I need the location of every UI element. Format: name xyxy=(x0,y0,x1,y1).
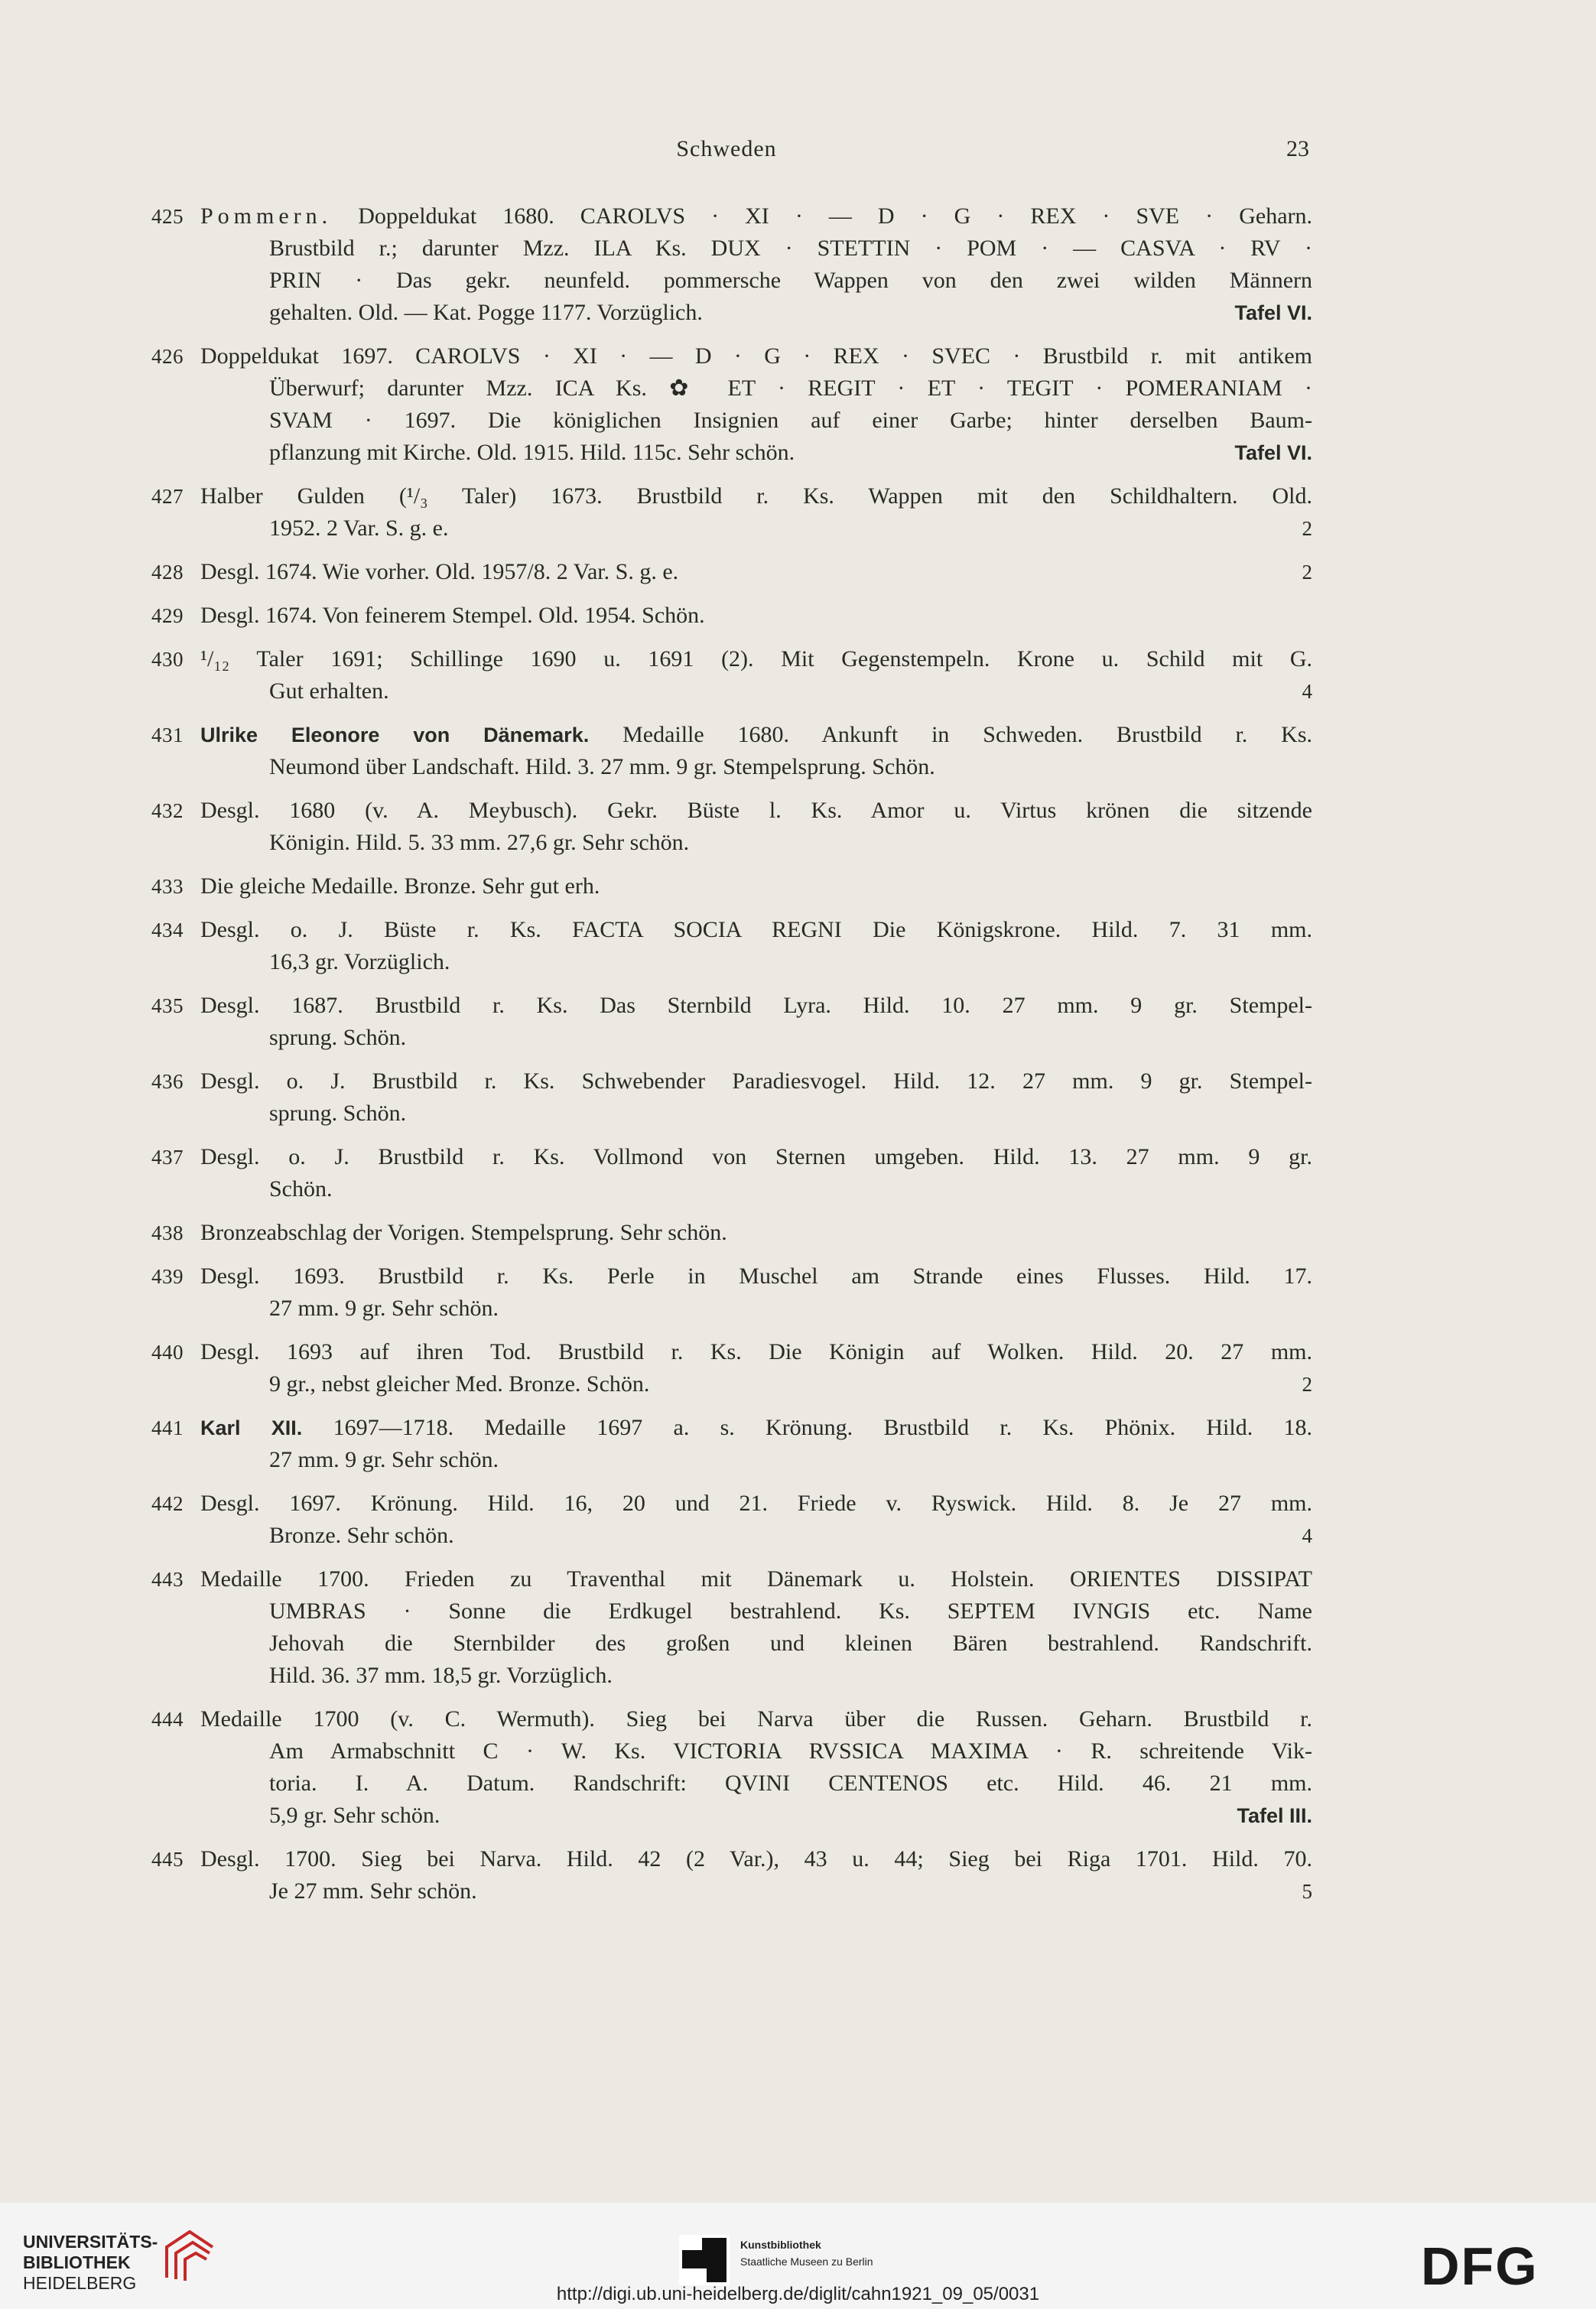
kunstbibliothek-label xyxy=(740,2236,873,2270)
entry-number: 442 xyxy=(151,1492,184,1515)
entry-line: 16,3 gr. Vorzüglich. xyxy=(269,949,450,974)
entry-line-text: gehalten. Old. — Kat. Pogge 1177. Vorzüglich. xyxy=(269,300,703,325)
catalog-entry xyxy=(151,719,1312,783)
entry-line-text: Desgl. 1674. Wie vorher. Old. 1957/8. 2 Var. S. g. e. xyxy=(200,559,679,584)
entry-line: Desgl. o. J. Brustbild r. Ks. Vollmond von Sternen umgeben. Hild. 13. 27 mm. 9 gr. xyxy=(200,1144,1312,1169)
entry-line xyxy=(200,719,1312,751)
entry-text xyxy=(200,1488,1312,1552)
entry-number: 425 xyxy=(151,205,184,228)
page-title: Schweden xyxy=(676,136,777,161)
kb-institution: Staatliche Museen zu Berlin xyxy=(740,2255,873,2268)
lot-count: 4 xyxy=(1302,680,1312,703)
entry-line: Brustbild r.; darunter Mzz. ILA Ks. DUX · STETTIN · POM · — CASVA · RV · xyxy=(269,236,1312,261)
catalog-entry xyxy=(151,1488,1312,1552)
catalog-entry xyxy=(151,1260,1312,1325)
ub-line-2: BIBLIOTHEK xyxy=(23,2252,131,2272)
catalog-entry xyxy=(151,556,1312,588)
entry-text xyxy=(200,914,1312,978)
entry-line xyxy=(200,200,1312,233)
entry-line: toria. I. A. Datum. Randschrift: QVINI CENTENOS etc. Hild. 46. 21 mm. xyxy=(269,1771,1312,1796)
entry-line: Königin. Hild. 5. 33 mm. 27,6 gr. Sehr schön. xyxy=(269,830,690,855)
catalog-entry xyxy=(151,795,1312,859)
catalog-entry xyxy=(151,1065,1312,1130)
entry-line: Die gleiche Medaille. Bronze. Sehr gut erh. xyxy=(200,873,600,899)
entry-text xyxy=(200,990,1312,1054)
kb-name: Kunstbibliothek xyxy=(740,2239,821,2251)
entry-line-text: Medaille 1680. Ankunft in Schweden. Brustbild r. Ks. xyxy=(589,722,1312,747)
catalog-entry xyxy=(151,600,1312,632)
entry-line-text: 5,9 gr. Sehr schön. xyxy=(269,1803,440,1828)
entry-line: sprung. Schön. xyxy=(269,1025,407,1050)
lot-count: 2 xyxy=(1302,517,1312,540)
entry-line-text: Doppeldukat 1680. CAROLVS · XI · — D · G · REX · SVE · Geharn. xyxy=(332,203,1312,229)
catalog-entry xyxy=(151,200,1312,329)
digitization-footer xyxy=(0,2203,1596,2309)
entry-line: Desgl. o. J. Büste r. Ks. FACTA SOCIA REGNI Die Königskrone. Hild. 7. 31 mm. xyxy=(200,917,1312,942)
lot-count: 5 xyxy=(1302,1880,1312,1903)
entry-line: Halber Gulden (¹/₃ Taler) 1673. Brustbild r. Ks. Wappen mit den Schildhaltern. Old. xyxy=(200,483,1312,509)
catalog-entry xyxy=(151,1217,1312,1249)
entry-number: 438 xyxy=(151,1221,184,1244)
entry-line xyxy=(200,1412,1312,1444)
entry-number: 430 xyxy=(151,648,184,671)
entry-number: 437 xyxy=(151,1146,184,1169)
entry-line: PRIN · Das gekr. neunfeld. pommersche Wappen von den zwei wilden Männern xyxy=(269,268,1312,293)
entry-line xyxy=(200,1368,1312,1400)
entry-line: SVAM · 1697. Die königlichen Insignien auf einer Garbe; hinter derselben Baum- xyxy=(269,408,1312,433)
entry-line: Doppeldukat 1697. CAROLVS · XI · — D · G · REX · SVEC · Brustbild r. mit antikem xyxy=(200,343,1312,369)
entry-text xyxy=(200,1260,1312,1325)
entry-line: Hild. 36. 37 mm. 18,5 gr. Vorzüglich. xyxy=(269,1663,613,1688)
entry-text xyxy=(200,643,1312,707)
entry-line: Neumond über Landschaft. Hild. 3. 27 mm. 9 gr. Stempelsprung. Schön. xyxy=(269,754,935,779)
entry-line: Schön. xyxy=(269,1176,333,1202)
entry-line-text: 1952. 2 Var. S. g. e. xyxy=(269,515,449,541)
entry-line: Medaille 1700 (v. C. Wermuth). Sieg bei Narva über die Russen. Geharn. Brustbild r. xyxy=(200,1706,1312,1732)
entry-text xyxy=(200,480,1312,545)
ub-line-1: UNIVERSITÄTS- xyxy=(23,2232,158,2252)
page-number: 23 xyxy=(1286,136,1309,161)
entry-number: 444 xyxy=(151,1708,184,1731)
catalog-entry xyxy=(151,1703,1312,1832)
entry-line: Jehovah die Sternbilder des großen und kleinen Bären bestrahlend. Randschrift. xyxy=(269,1631,1312,1656)
entry-number: 427 xyxy=(151,485,184,508)
entry-text xyxy=(200,1141,1312,1205)
running-head xyxy=(0,136,1596,174)
entry-number: 435 xyxy=(151,994,184,1017)
plate-reference: Tafel VI. xyxy=(1234,441,1312,464)
entry-line: 27 mm. 9 gr. Sehr schön. xyxy=(269,1447,499,1472)
entry-heading: Ulrike Eleonore von Dänemark. xyxy=(200,724,590,746)
catalog-entry xyxy=(151,1336,1312,1400)
catalog-entry xyxy=(151,643,1312,707)
entry-line xyxy=(200,675,1312,707)
entry-number: 431 xyxy=(151,724,184,746)
entry-line: Desgl. 1674. Von feinerem Stempel. Old. 1954. Schön. xyxy=(200,603,705,628)
entry-line xyxy=(200,297,1312,329)
entry-number: 441 xyxy=(151,1416,184,1439)
entry-line-text: 9 gr., nebst gleicher Med. Bronze. Schön. xyxy=(269,1371,650,1397)
entry-text xyxy=(200,600,1312,632)
entry-line: Bronzeabschlag der Vorigen. Stempelsprung. Sehr schön. xyxy=(200,1220,727,1245)
entry-line: Desgl. 1680 (v. A. Meybusch). Gekr. Büste l. Ks. Amor u. Virtus krönen die sitzende xyxy=(200,798,1312,823)
catalog-entry xyxy=(151,340,1312,469)
entry-number: 432 xyxy=(151,799,184,822)
entry-number: 429 xyxy=(151,604,184,627)
entry-text xyxy=(200,556,1312,588)
entry-line: 27 mm. 9 gr. Sehr schön. xyxy=(269,1296,499,1321)
entry-line: Desgl. 1693 auf ihren Tod. Brustbild r. Ks. Die Königin auf Wolken. Hild. 20. 27 mm. xyxy=(200,1339,1312,1364)
entry-line: ¹/₁₂ Taler 1691; Schillinge 1690 u. 1691 (2). Mit Gegenstempeln. Krone u. Schild mit G. xyxy=(200,646,1312,672)
entry-text xyxy=(200,1412,1312,1476)
ub-line-3: HEIDELBERG xyxy=(23,2273,137,2293)
entry-line xyxy=(200,1800,1312,1832)
entry-number: 434 xyxy=(151,919,184,941)
entry-text xyxy=(200,340,1312,469)
entry-text xyxy=(200,795,1312,859)
entry-text xyxy=(200,1065,1312,1130)
entry-number: 439 xyxy=(151,1265,184,1288)
catalog-entry xyxy=(151,1412,1312,1476)
lot-count: 4 xyxy=(1302,1524,1312,1547)
entry-number: 443 xyxy=(151,1568,184,1591)
lot-count: 2 xyxy=(1302,561,1312,584)
entry-line xyxy=(200,437,1312,469)
entry-text xyxy=(200,719,1312,783)
entry-line xyxy=(200,512,1312,545)
entry-text xyxy=(200,870,1312,902)
entry-line xyxy=(200,1520,1312,1552)
entry-text xyxy=(200,1843,1312,1907)
entry-line: UMBRAS · Sonne die Erdkugel bestrahlend. Ks. SEPTEM IVNGIS etc. Name xyxy=(269,1598,1312,1624)
entry-line: Desgl. o. J. Brustbild r. Ks. Schwebender Paradiesvogel. Hild. 12. 27 mm. 9 gr. Stempel- xyxy=(200,1068,1312,1094)
entry-line-text: Je 27 mm. Sehr schön. xyxy=(269,1878,477,1904)
entry-line xyxy=(200,1875,1312,1907)
permalink-url[interactable]: http://digi.ub.uni-heidelberg.de/diglit/cahn1921_09_05/0031 xyxy=(556,2284,1040,2304)
entry-line: Am Armabschnitt C · W. Ks. VICTORIA RVSSICA MAXIMA · R. schreitende Vik- xyxy=(269,1738,1312,1764)
ub-heidelberg-logo-icon[interactable] xyxy=(159,2224,220,2285)
entry-text xyxy=(200,1336,1312,1400)
entry-line-text: pflanzung mit Kirche. Old. 1915. Hild. 115c. Sehr schön. xyxy=(269,440,795,465)
entry-number: 426 xyxy=(151,345,184,368)
entry-number: 445 xyxy=(151,1848,184,1871)
entry-line-text: Gut erhalten. xyxy=(269,678,389,704)
catalog-entry xyxy=(151,480,1312,545)
entry-line: sprung. Schön. xyxy=(269,1101,407,1126)
entry-number: 436 xyxy=(151,1070,184,1093)
catalog-entry xyxy=(151,1141,1312,1205)
entry-heading: Karl XII. xyxy=(200,1416,303,1439)
entry-line: Desgl. 1687. Brustbild r. Ks. Das Sternbild Lyra. Hild. 10. 27 mm. 9 gr. Stempel- xyxy=(200,993,1312,1018)
entry-heading: Pommern. xyxy=(200,203,333,229)
entry-number: 440 xyxy=(151,1341,184,1364)
entry-text xyxy=(200,1703,1312,1832)
entry-line-text: Bronze. Sehr schön. xyxy=(269,1523,454,1548)
catalog-entries xyxy=(151,200,1312,1919)
entry-number: 433 xyxy=(151,875,184,898)
entry-line: Überwurf; darunter Mzz. ICA Ks. ✿ ET · REGIT · ET · TEGIT · POMERANIAM · xyxy=(269,376,1312,401)
lot-count: 2 xyxy=(1302,1373,1312,1396)
catalog-entry xyxy=(151,1843,1312,1907)
entry-line: Desgl. 1697. Krönung. Hild. 16, 20 und 21. Friede v. Ryswick. Hild. 8. Je 27 mm. xyxy=(200,1491,1312,1516)
catalog-entry xyxy=(151,870,1312,902)
entry-text xyxy=(200,1563,1312,1692)
entry-line xyxy=(200,556,1312,588)
entry-line-text: 1697—1718. Medaille 1697 a. s. Krönung. Brustbild r. Ks. Phönix. Hild. 18. xyxy=(302,1415,1312,1440)
entry-line: Medaille 1700. Frieden zu Traventhal mit Dänemark u. Holstein. ORIENTES DISSIPAT xyxy=(200,1566,1312,1592)
catalog-entry xyxy=(151,990,1312,1054)
catalog-entry xyxy=(151,1563,1312,1692)
plate-reference: Tafel VI. xyxy=(1234,301,1312,324)
entry-line: Desgl. 1700. Sieg bei Narva. Hild. 42 (2 Var.), 43 u. 44; Sieg bei Riga 1701. Hild. 70. xyxy=(200,1846,1312,1872)
entry-text xyxy=(200,1217,1312,1249)
kunstbibliothek-logo-icon[interactable] xyxy=(679,2235,730,2285)
entry-text xyxy=(200,200,1312,329)
plate-reference: Tafel III. xyxy=(1237,1804,1312,1827)
entry-number: 428 xyxy=(151,561,184,584)
entry-line: Desgl. 1693. Brustbild r. Ks. Perle in Muschel am Strande eines Flusses. Hild. 17. xyxy=(200,1263,1312,1289)
dfg-logo[interactable]: DFG xyxy=(1421,2236,1539,2296)
catalog-entry xyxy=(151,914,1312,978)
